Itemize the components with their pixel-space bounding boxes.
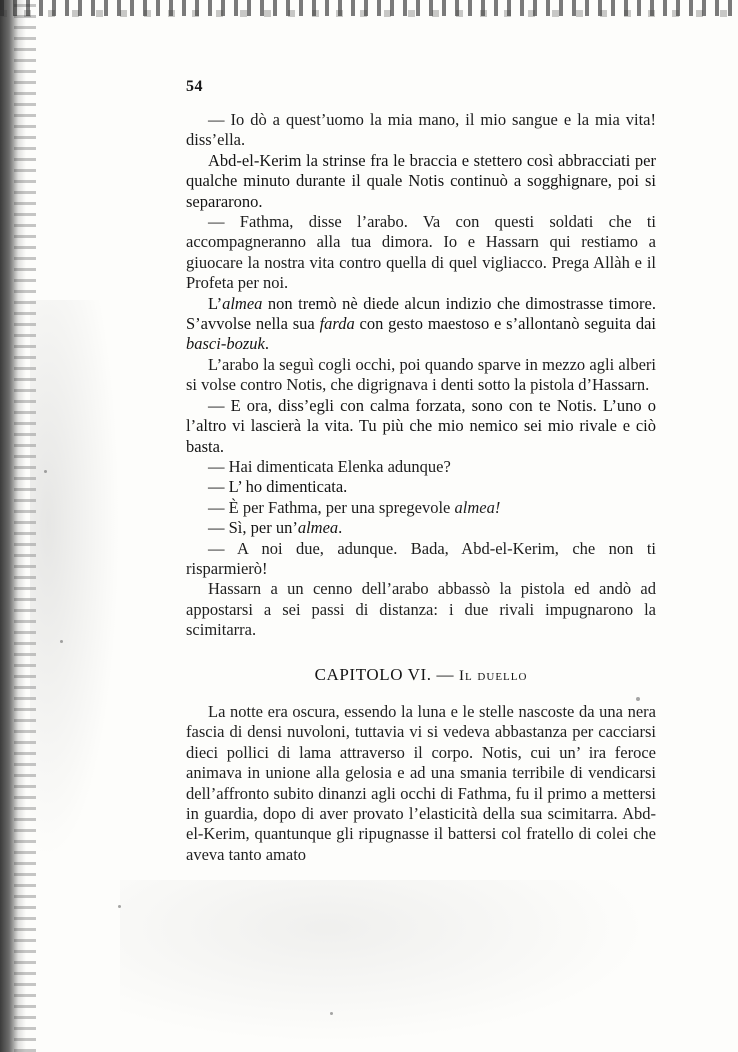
- scan-left-edge-artifact: [0, 0, 26, 1052]
- page-number: 54: [186, 78, 203, 95]
- scan-speck: [44, 470, 47, 473]
- body-text-block: [186, 110, 656, 865]
- chapter-heading: [186, 665, 656, 686]
- paragraph: — Io dò a quest’uomo la mia mano, il mio sangue e la mia vita! diss’ella.: [186, 110, 656, 150]
- paragraph: — Fathma, disse l’arabo. Va con questi soldati che ti accompagneranno alla tua dimora. Io e Hassarn qui restiamo a giuocare la nostra vita contro quella di quel vigliacco. Prega Allàh e il Profeta per noi.: [186, 212, 656, 293]
- paragraph: — E ora, diss’egli con calma forzata, sono con te Notis. L’uno o l’altro vi lascierà la vita. Tu più che mio nemico sei mio rivale e ciò basta.: [186, 395, 656, 456]
- paragraph: — L’ ho dimenticata.: [208, 477, 348, 497]
- paragraph: Abd-el-Kerim la strinse fra le braccia e stettero così abbracciati per qualche minuto durante il quale Notis continuò a sogghignare, poi si separarono.: [186, 150, 656, 211]
- paragraph: Hassarn a un cenno dell’arabo abbassò la pistola ed andò ad appostarsi a sei passi di distanza: i due rivali impugnarono la scimitarra.: [186, 579, 656, 640]
- paragraph: — È per Fathma, per una spregevole almea!: [208, 497, 501, 517]
- scan-speck: [330, 1012, 333, 1015]
- scan-smudge-bottom: [120, 880, 640, 1040]
- scan-top-edge-artifact-secondary: [0, 10, 738, 17]
- scan-speck: [118, 905, 121, 908]
- paragraph: — Hai dimenticata Elenka adunque?: [208, 456, 451, 476]
- paragraph: — A noi due, adunque. Bada, Abd-el-Kerim, che non ti risparmierò!: [186, 538, 656, 578]
- paragraph: L’arabo la seguì cogli occhi, poi quando sparve in mezzo agli alberi si volse contro Notis, che digrignava i denti sotto la pistola d’Hassarn.: [186, 354, 656, 395]
- paragraph: — Sì, per un’almea.: [208, 518, 343, 538]
- chapter-label: CAPITOLO VI.: [314, 664, 432, 684]
- chapter-title: Il duello: [458, 667, 528, 684]
- scan-speck: [60, 640, 63, 643]
- chapter-separator: —: [436, 664, 455, 684]
- scan-smudge-left: [30, 300, 120, 860]
- paragraph: La notte era oscura, essendo la luna e le stelle nascoste da una nera fascia di densi nuvoloni, tuttavia vi si vedeva abbastanza per cacciarsi dieci pollici di lama attraverso il corpo. Notis, cui un’ ira feroce animava in unione alla gelosia e ad una smania terribile di vendicarsi dell’affronto subito dinanzi agli occhi di Fathma, fu il primo a mettersi in guardia, dopo di aver provato l’elasticità della sua scimitarra. Abd-el-Kerim, quantunque gli ripugnasse il battersi col fratello di colei che aveva tanto amato: [186, 701, 656, 864]
- page-text-column: [186, 78, 656, 865]
- paragraph: L’almea non tremò nè diede alcun indizio che dimostrasse timore. S’avvolse nella sua farda con gesto maestoso e s’allontanò seguita dai basci-bozuk.: [186, 293, 657, 354]
